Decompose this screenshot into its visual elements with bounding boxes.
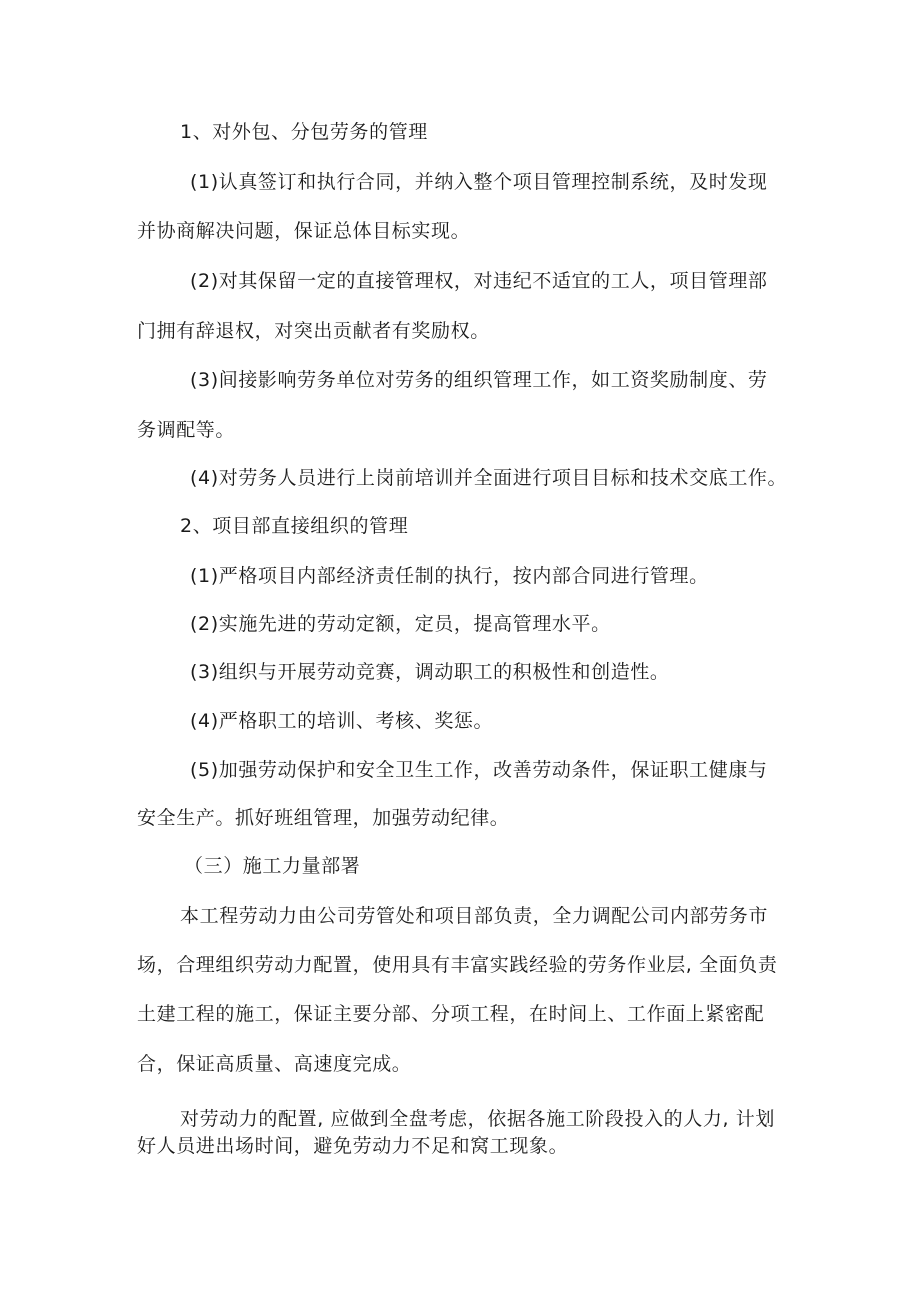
section-1-item-2-line-1: (2)对其保留一定的直接管理权，对违纪不适宜的工人，项目管理部 (190, 270, 768, 292)
section-3-para-1-line-1: 本工程劳动力由公司劳管处和项目部负责，全力调配公司内部劳务市 (180, 905, 769, 927)
section-2-item-3: (3)组织与开展劳动竞赛，调动职工的积极性和创造性。 (190, 661, 670, 683)
section-1-item-3-line-1: (3)间接影响劳务单位对劳务的组织管理工作，如工资奖励制度、劳 (190, 369, 768, 391)
section-2-item-5-line-2: 安全生产。抓好班组管理，加强劳动纪律。 (137, 807, 510, 829)
section-1-item-4: (4)对劳务人员进行上岗前培训并全面进行项目目标和技术交底工作。 (190, 467, 788, 489)
section-3-para-2-line-2: 好人员进出场时间，避免劳动力不足和窝工现象。 (137, 1135, 569, 1157)
section-1-item-2-line-2: 门拥有辞退权，对突出贡献者有奖励权。 (137, 320, 490, 342)
section-1-item-1-line-1: (1)认真签订和执行合同，并纳入整个项目管理控制系统，及时发现 (190, 171, 768, 193)
section-2-item-2: (2)实施先进的劳动定额，定员，提高管理水平。 (190, 613, 611, 635)
section-1-item-1-line-2: 并协商解决问题，保证总体目标实现。 (137, 220, 471, 242)
section-3-para-1-line-3: 土建工程的施工，保证主要分部、分项工程，在时间上、工作面上紧密配 (137, 1003, 765, 1025)
section-2-item-4: (4)严格职工的培训、考核、奖惩。 (190, 710, 494, 732)
section-2-item-5-line-1: (5)加强劳动保护和安全卫生工作，改善劳动条件，保证职工健康与 (190, 759, 768, 781)
section-3-para-1-line-4: 合，保证高质量、高速度完成。 (137, 1053, 412, 1075)
section-1-heading: 1、对外包、分包劳务的管理 (180, 121, 428, 143)
section-2-heading: 2、项目部直接组织的管理 (180, 515, 409, 537)
section-3-para-2-line-1: 对劳动力的配置, 应做到全盘考虑，依据各施工阶段投入的人力, 计划 (180, 1108, 775, 1130)
section-3-heading: （三）施工力量部署 (184, 855, 361, 877)
section-2-item-1: (1)严格项目内部经济责任制的执行，按内部合同进行管理。 (190, 565, 709, 587)
section-3-para-1-line-2: 场，合理组织劳动力配置，使用具有丰富实践经验的劳务作业层, 全面负责 (137, 954, 778, 976)
section-1-item-3-line-2: 务调配等。 (137, 419, 236, 441)
